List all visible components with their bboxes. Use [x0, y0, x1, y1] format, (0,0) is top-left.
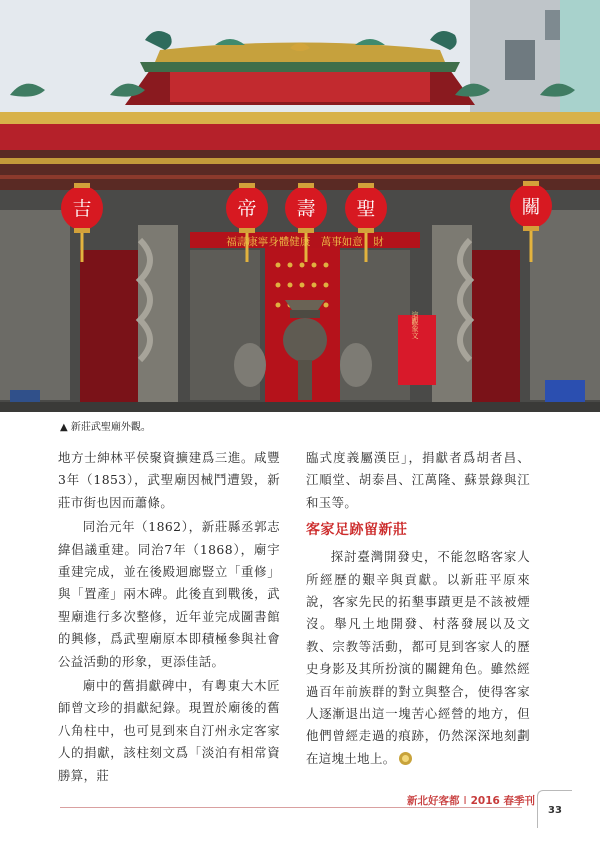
lantern-char-5: 關 — [521, 196, 541, 218]
door-plaque-text: 這觀象文 — [411, 311, 419, 339]
magazine-name: 新北好客都 — [407, 795, 460, 807]
lantern-char-1: 吉 — [72, 198, 92, 220]
paragraph-text: 探討臺灣開發史，不能忽略客家人所經歷的艱辛與貢獻。以新莊平原來說，客家先民的拓墾事蹟更是不該被煙沒。舉凡土地開發、村落發展以及文教、宗教等活動，都可見到客家人的歷史身影及其所扮演的關鍵角色。雖然經過百年前族群的對立與整合，使得客家人逐漸退出這一塊苦心經營的地方，但他們曾經走過的痕跡，仍然深深地刻劃在這塊土地上。 — [306, 549, 530, 766]
section-heading: 客家足跡留新莊 — [306, 522, 408, 539]
paragraph: 廟中的舊捐獻碑中，有粵東大木匠師曾文珍的捐獻紀錄。現置於廟後的舊八角柱中，也可見到來自汀州永定客家人的捐獻，該柱刻文爲「淡泊有相常資勝算，莊 — [58, 678, 280, 783]
footer-title — [407, 793, 535, 808]
page-number: 33 — [548, 805, 562, 816]
paragraph: 臨式度義屬漢臣」，捐獻者爲胡者昌、江順堂、胡泰昌、江萬隆、蘇景錄與江和玉等。 — [306, 450, 530, 510]
lantern-char-3: 壽 — [296, 198, 316, 220]
footer-separator: I — [463, 795, 467, 807]
photo-caption: ▲ 新莊武聖廟外觀。 — [60, 422, 151, 433]
end-mark-icon — [399, 752, 412, 765]
lantern-char-4: 聖 — [356, 198, 376, 220]
paragraph: 地方士紳林平侯聚資擴建爲三進。咸豐3年（1853），武聖廟因械鬥遭毀，新莊市街也因而蕭條。 — [58, 450, 280, 510]
paragraph — [306, 546, 530, 770]
temple-photo — [0, 0, 600, 412]
issue-label: 2016 春季刊 — [470, 795, 535, 807]
lantern-char-2: 帝 — [237, 198, 257, 220]
banner-text: 福壽康寧身體健康 萬事如意 財 — [226, 236, 384, 248]
paragraph: 同治元年（1862），新莊縣丞郭志緯倡議重建。同治7年（1868），廟宇重建完成，並在後殿迴廊豎立「重修」與「置產」兩木碑。此後直到戰後，武聖廟進行多次整修，近年並完成圖書館的興修，爲武聖廟原本即積極參與社會公益活動的形象，更添佳話。 — [58, 519, 280, 669]
temple-illustration — [0, 0, 600, 412]
right-column — [306, 447, 530, 770]
left-column — [58, 447, 280, 787]
